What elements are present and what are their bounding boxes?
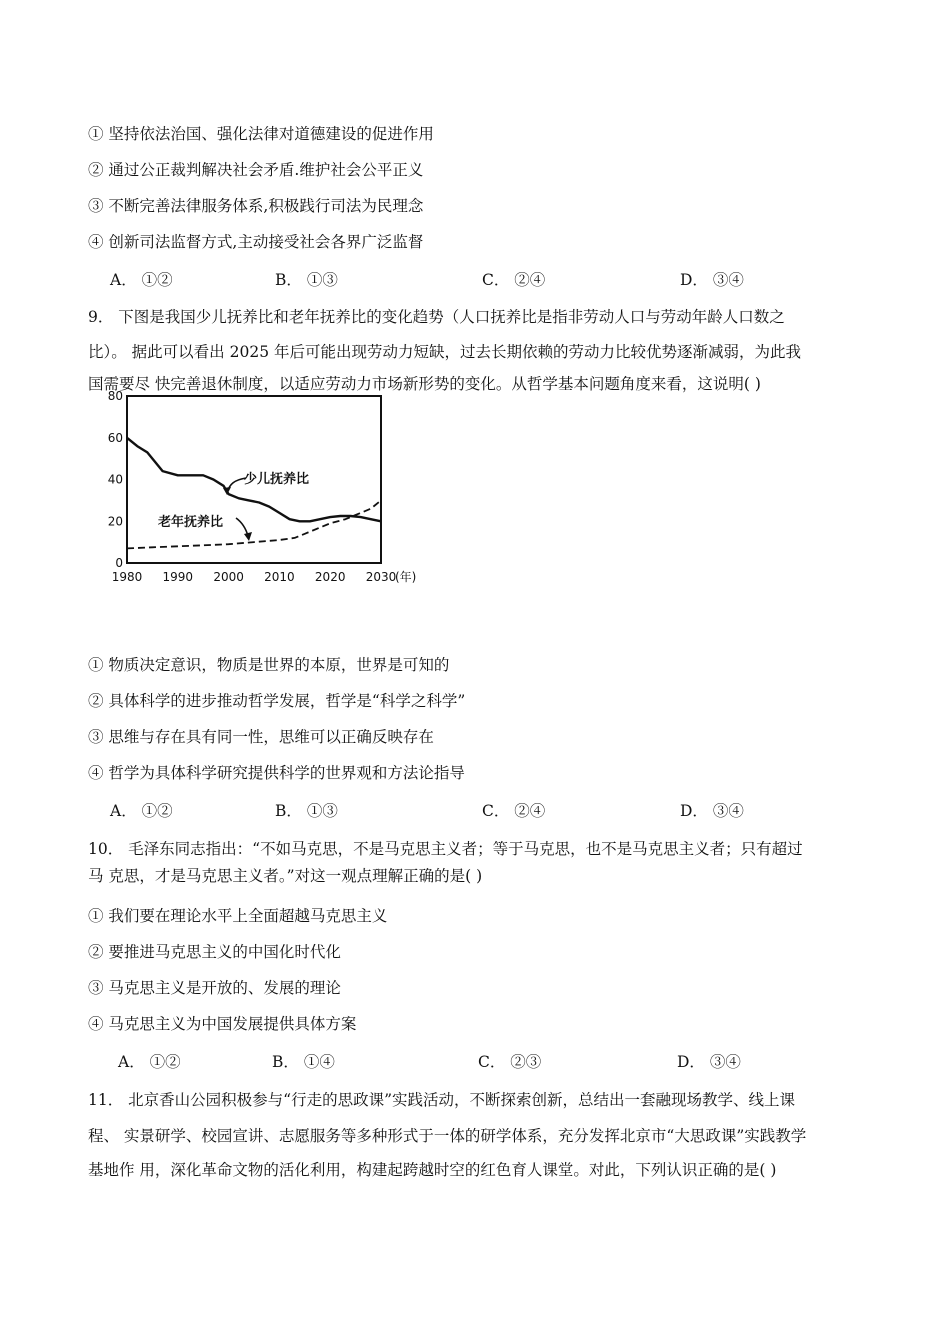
y-tick-label: 80 [107,389,123,403]
q8-option-c[interactable]: C． ②④ [482,271,546,289]
q10-stem-line-2: 马 克思，才是马克思主义者。”对这一观点理解正确的是( ) [88,867,483,885]
q10-stem-line-1: 10． 毛泽东同志指出：“不如马克思，不是马克思主义者；等于马克思，也不是马克思主义者；只有超过 [88,840,803,858]
x-axis-unit: (年) [395,570,417,584]
dependency-ratio-chart [96,386,436,591]
x-tick-label: 2010 [264,570,295,584]
annotation-elderly-arrow [236,518,248,536]
q8-option-b[interactable]: B． ①③ [275,271,338,289]
x-tick-label: 1990 [162,570,194,584]
q8-option-d[interactable]: D． ③④ [680,271,744,289]
q10-option-b[interactable]: B． ①④ [272,1053,335,1071]
q11-stem-line-2: 程、 实景研学、校园宣讲、志愿服务等多种形式于一体的研学体系，充分发挥北京市“大思政课”实践教学 [88,1127,807,1145]
y-tick-label: 20 [107,514,123,529]
q10-item-1: ① 我们要在理论水平上全面超越马克思主义 [88,907,388,925]
q8-item-1: ① 坚持依法治国、强化法律对道德建设的促进作用 [88,125,434,143]
y-tick-label: 60 [107,430,123,445]
q10-item-4: ④ 马克思主义为中国发展提供具体方案 [88,1015,357,1033]
x-tick-label: 2000 [213,570,244,584]
annotation-elderly-arrowhead [244,532,252,541]
q8-item-4: ④ 创新司法监督方式,主动接受社会各界广泛监督 [88,233,424,251]
q11-stem-line-3: 基地作 用，深化革命文物的活化利用，构建起跨越时空的红色育人课堂。对此，下列认识正确的是( ) [88,1161,777,1179]
q9-item-4: ④ 哲学为具体科学研究提供科学的世界观和方法论指导 [88,764,465,782]
x-tick-label: 1980 [111,570,143,584]
q9-item-3: ③ 思维与存在具有同一性，思维可以正确反映存在 [88,728,434,746]
q8-option-a[interactable]: A． ①② [110,271,173,289]
x-tick-label: 2020 [314,570,346,584]
y-tick-label: 40 [107,472,123,487]
q11-stem-line-1: 11． 北京香山公园积极参与“行走的思政课”实践活动，不断探索创新，总结出一套融现场教学、线上课 [88,1091,796,1109]
annotation-elderly-ratio: 老年抚养比 [158,515,224,530]
q9-stem-line-1: 9． 下图是我国少儿抚养比和老年抚养比的变化趋势（人口抚养比是指非劳动人口与劳动年龄人口数之 [88,308,785,326]
q9-option-d[interactable]: D． ③④ [680,802,744,820]
q9-item-1: ① 物质决定意识，物质是世界的本原，世界是可知的 [88,656,450,674]
x-tick-label: 2030 [365,570,397,584]
q9-stem-line-2: 比）。 据此可以看出 2025 年后可能出现劳动力短缺，过去长期依赖的劳动力比较优势逐渐减弱，为此我 [88,343,801,361]
q8-item-3: ③ 不断完善法律服务体系,积极践行司法为民理念 [88,197,424,215]
q10-item-3: ③ 马克思主义是开放的、发展的理论 [88,979,341,997]
q8-item-2: ② 通过公正裁判解决社会矛盾.维护社会公平正义 [88,161,424,179]
q9-option-c[interactable]: C． ②④ [482,802,546,820]
q10-option-d[interactable]: D． ③④ [677,1053,741,1071]
q9-stem-line-3: 国需要尽 快完善退休制度，以适应劳动力市场新形势的变化。从哲学基本问题角度来看，这说明( ) [88,375,761,393]
q10-item-2: ② 要推进马克思主义的中国化时代化 [88,943,341,961]
annotation-child-ratio: 少儿抚养比 [244,472,310,487]
y-tick-label: 0 [115,556,123,570]
q9-option-a[interactable]: A． ①② [110,802,173,820]
q10-option-c[interactable]: C． ②③ [478,1053,542,1071]
q9-item-2: ② 具体科学的进步推动哲学发展，哲学是“科学之科学” [88,692,466,710]
q10-option-a[interactable]: A． ①② [118,1053,181,1071]
q9-option-b[interactable]: B． ①③ [275,802,338,820]
